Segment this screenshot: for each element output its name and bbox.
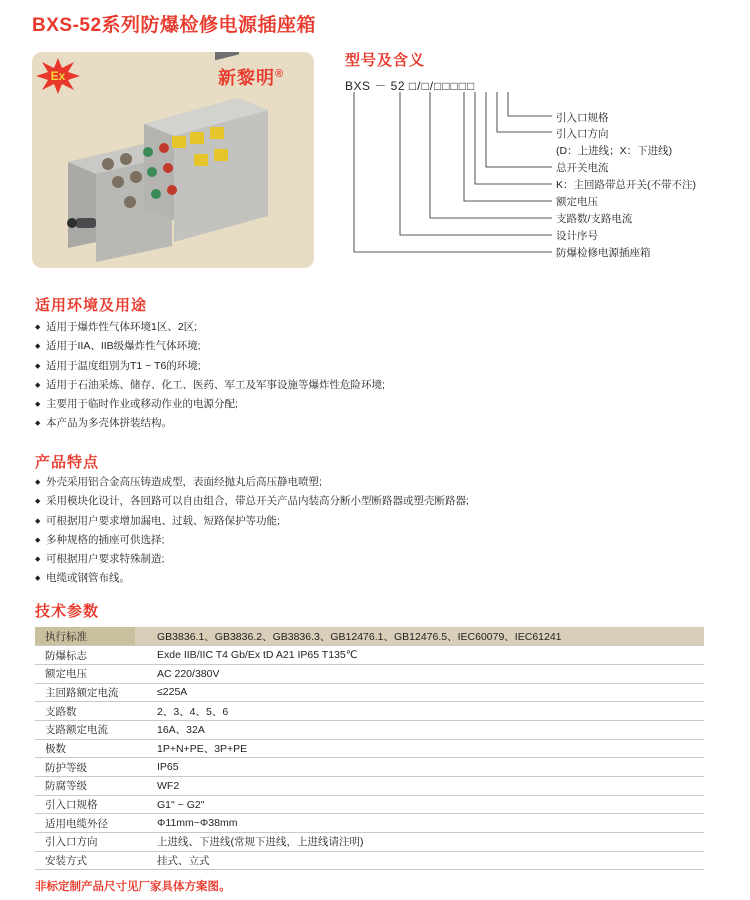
spec-value: Exde IIB/IIC T4 Gb/Ex tD A21 IP65 T135℃ bbox=[135, 646, 704, 665]
leader-line-6 bbox=[430, 92, 552, 218]
table-row bbox=[35, 795, 704, 814]
page-title: BXS-52系列防爆检修电源插座箱 bbox=[32, 15, 317, 36]
list-item: ◆ 采用模块化设计，各回路可以自由组合，带总开关产品内装高分断小型断路器或塑壳断路器; bbox=[35, 492, 469, 511]
leader-line-4 bbox=[475, 92, 552, 184]
table-row bbox=[35, 664, 704, 683]
table-row bbox=[35, 646, 704, 665]
brand-name-text: 新黎明 bbox=[218, 68, 275, 88]
model-prefix: BXS － 52 bbox=[345, 79, 406, 93]
legend-entry-main-switch-current: 总开关电流 bbox=[556, 162, 609, 174]
spec-key: 执行标准 bbox=[35, 627, 135, 646]
spec-value: G1" ~ G2" bbox=[135, 795, 704, 814]
features-heading: 产品特点 bbox=[35, 454, 100, 471]
list-item: ◆ 多种规格的插座可供选择; bbox=[35, 531, 469, 550]
spec-value: 16A、32A bbox=[135, 720, 704, 739]
list-item: ◆ 可根据用户要求特殊制造; bbox=[35, 550, 469, 569]
features-list bbox=[35, 473, 469, 589]
legend-entry-spec: 引入口规格 bbox=[556, 112, 609, 124]
table-row bbox=[35, 814, 704, 833]
spec-key: 支路数 bbox=[35, 702, 135, 721]
leader-line-7 bbox=[400, 92, 552, 235]
table-row bbox=[35, 739, 704, 758]
list-item: ◆ 适用于IIA、IIB级爆炸性气体环境; bbox=[35, 337, 385, 356]
spec-key: 极数 bbox=[35, 739, 135, 758]
list-item: ◆ 本产品为多壳体拼装结构。 bbox=[35, 414, 385, 433]
table-row bbox=[35, 777, 704, 796]
registered-mark: ® bbox=[275, 68, 285, 80]
spec-key: 引入口方向 bbox=[35, 833, 135, 852]
model-heading: 型号及含义 bbox=[345, 52, 426, 69]
brand-name bbox=[218, 64, 284, 90]
list-item: ◆ 主要用于临时作业或移动作业的电源分配; bbox=[35, 395, 385, 414]
spec-key: 额定电压 bbox=[35, 664, 135, 683]
list-item: ◆ 适用于温度组别为T1 ~ T6的环境; bbox=[35, 357, 385, 376]
spec-value: AC 220/380V bbox=[135, 664, 704, 683]
spec-value: WF2 bbox=[135, 777, 704, 796]
footer-note: 非标定制产品尺寸见厂家具体方案图。 bbox=[35, 881, 231, 893]
table-row bbox=[35, 720, 704, 739]
specs-heading: 技术参数 bbox=[35, 603, 100, 620]
spec-key: 支路额定电流 bbox=[35, 720, 135, 739]
product-photo bbox=[32, 52, 314, 268]
list-item: ◆ 电缆或钢管布线。 bbox=[35, 569, 469, 588]
leader-line-3 bbox=[486, 92, 552, 167]
legend-entry-direction-note: (D：上进线；X：下进线) bbox=[556, 145, 673, 157]
spec-value: 挂式、立式 bbox=[135, 851, 704, 870]
spec-key: 主回路额定电流 bbox=[35, 683, 135, 702]
spec-key: 引入口规格 bbox=[35, 795, 135, 814]
spec-value: IP65 bbox=[135, 758, 704, 777]
table-row bbox=[35, 758, 704, 777]
table-row bbox=[35, 851, 704, 870]
ex-badge-text: Ex bbox=[50, 69, 66, 83]
usage-list bbox=[35, 318, 385, 434]
specs-table bbox=[35, 627, 704, 870]
spec-key: 防腐等级 bbox=[35, 777, 135, 796]
spec-value: GB3836.1、GB3836.2、GB3836.3、GB12476.1、GB12476.5、IEC60079、IEC61241 bbox=[135, 627, 704, 646]
table-row bbox=[35, 627, 704, 646]
legend-entry-product-name: 防爆检修电源插座箱 bbox=[556, 247, 651, 259]
table-row bbox=[35, 702, 704, 721]
spec-value: ≤225A bbox=[135, 683, 704, 702]
legend-entry-branches: 支路数/支路电流 bbox=[556, 213, 633, 225]
ex-starburst-icon bbox=[36, 58, 80, 94]
leader-line-1 bbox=[508, 92, 552, 116]
legend-entry-design-no: 设计序号 bbox=[556, 230, 598, 242]
legend-entry-direction: 引入口方向 bbox=[556, 128, 609, 140]
spec-value: 1P+N+PE、3P+PE bbox=[135, 739, 704, 758]
spec-key: 防爆标志 bbox=[35, 646, 135, 665]
leader-line-2 bbox=[497, 92, 552, 132]
spec-key: 防护等级 bbox=[35, 758, 135, 777]
usage-heading: 适用环境及用途 bbox=[35, 297, 148, 314]
model-boxes: □/□/□□□□□ bbox=[408, 79, 476, 93]
spec-value: 上进线、下进线(常规下进线，上进线请注明) bbox=[135, 833, 704, 852]
legend-entry-main-switch: K：主回路带总开关(不带不注) bbox=[556, 179, 696, 191]
list-item: ◆ 外壳采用铝合金高压铸造成型，表面经抛丸后高压静电喷塑; bbox=[35, 473, 469, 492]
list-item: ◆ 可根据用户要求增加漏电、过载、短路保护等功能; bbox=[35, 512, 469, 531]
table-row bbox=[35, 683, 704, 702]
spec-key: 适用电缆外径 bbox=[35, 814, 135, 833]
list-item: ◆ 适用于爆炸性气体环境1区、2区; bbox=[35, 318, 385, 337]
spec-value: 2、3、4、5、6 bbox=[135, 702, 704, 721]
list-item: ◆ 适用于石油采炼、储存、化工、医药、军工及军事设施等爆炸性危险环境; bbox=[35, 376, 385, 395]
model-leader-lines bbox=[340, 70, 560, 270]
table-row bbox=[35, 833, 704, 852]
spec-key: 安装方式 bbox=[35, 851, 135, 870]
spec-value: Φ11mm~Φ38mm bbox=[135, 814, 704, 833]
legend-entry-rated-voltage: 额定电压 bbox=[556, 196, 598, 208]
